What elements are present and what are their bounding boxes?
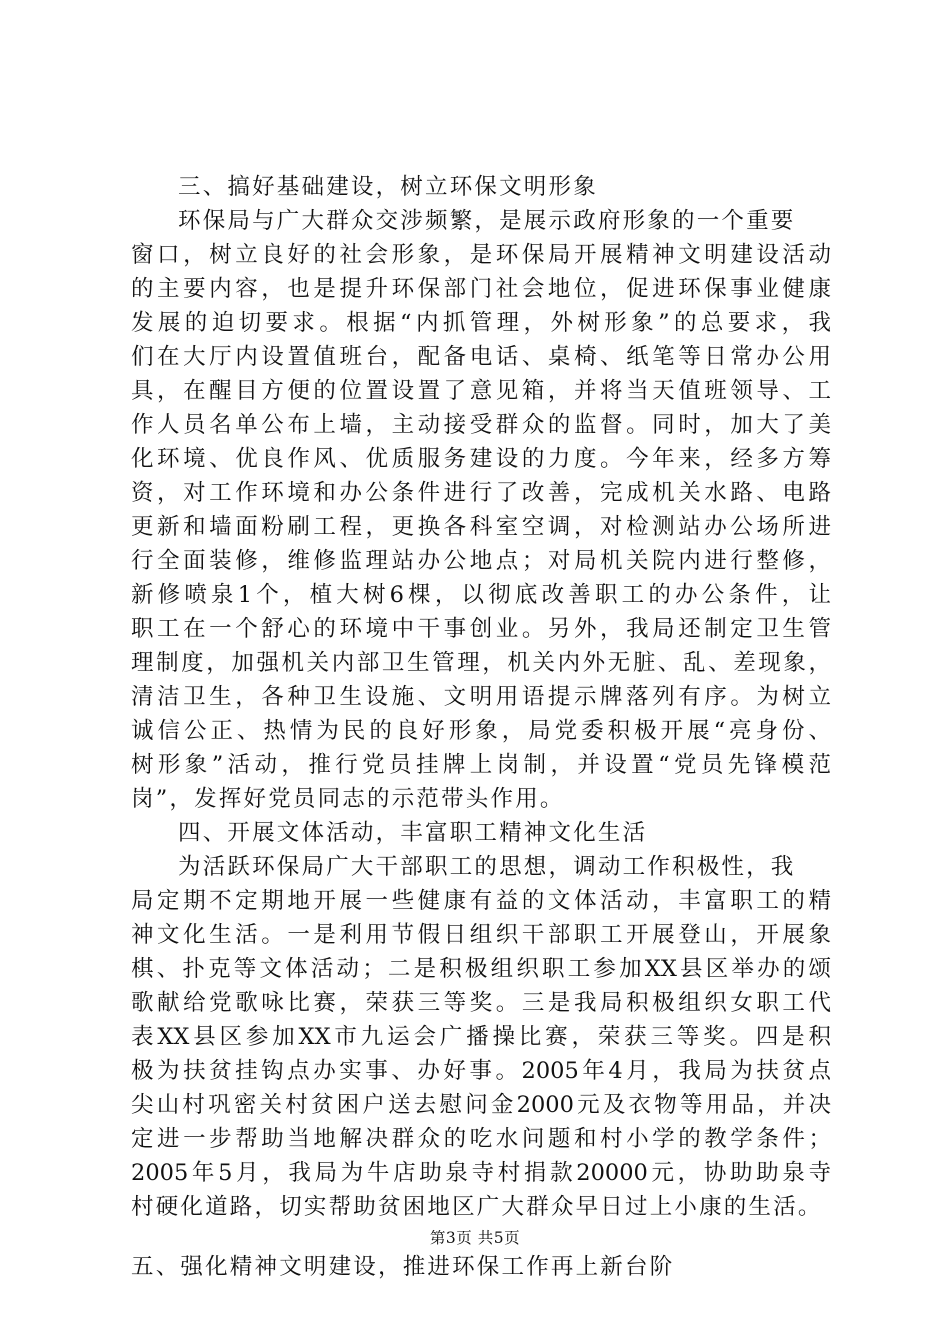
paragraph-line: 局定期不定期地开展一些健康有益的文体活动，丰富职工的精 [131,888,831,914]
paragraph-line: 发展的迫切要求。根据“内抓管理，外树形象”的总要求，我 [131,310,831,336]
paragraph-line: 环保局与广大群众交涉频繁，是展示政府形象的一个重要 [178,208,796,234]
document-body [131,170,831,1284]
paragraph-line: 极为扶贫挂钩点办实事、办好事。2005年4月，我局为扶贫点 [131,1058,831,1084]
paragraph-line: 理制度，加强机关内部卫生管理，机关内外无脏、乱、差现象， [131,650,831,676]
paragraph-line: 窗口，树立良好的社会形象，是环保局开展精神文明建设活动 [131,242,831,268]
paragraph-line: 们在大厅内设置值班台，配备电话、桌椅、纸笔等日常办公用 [131,344,831,370]
paragraph-line: 化环境、优良作风、优质服务建设的力度。今年来，经多方筹 [131,446,831,472]
section-heading-5: 五、强化精神文明建设，推进环保工作再上新台阶 [131,1254,675,1280]
paragraph-line: 资，对工作环境和办公条件进行了改善，完成机关水路、电路 [131,480,831,506]
paragraph-line: 具，在醒目方便的位置设置了意见箱，并将当天值班领导、工 [131,378,831,404]
paragraph-line: 为活跃环保局广大干部职工的思想，调动工作积极性，我 [178,854,796,880]
section-heading-4: 四、开展文体活动，丰富职工精神文化生活 [178,820,648,846]
paragraph-line: 表XX县区参加XX市九运会广播操比赛，荣获三等奖。四是积 [131,1024,831,1050]
paragraph-line: 神文化生活。一是利用节假日组织干部职工开展登山，开展象 [131,922,831,948]
paragraph-line: 棋、扑克等文体活动；二是积极组织职工参加XX县区举办的颂 [131,956,831,982]
paragraph-line: 定进一步帮助当地解决群众的吃水问题和村小学的教学条件； [131,1126,831,1152]
paragraph-line: 职工在一个舒心的环境中干事创业。另外，我局还制定卫生管 [131,616,831,642]
paragraph-line: 树形象”活动，推行党员挂牌上岗制，并设置“党员先锋模范 [131,752,831,778]
paragraph-line: 新修喷泉1个，植大树6棵，以彻底改善职工的办公条件，让 [131,582,831,608]
section-heading-3: 三、搞好基础建设，树立环保文明形象 [178,174,598,200]
paragraph-line: 行全面装修，维修监理站办公地点；对局机关院内进行整修， [131,548,831,574]
paragraph-line: 村硬化道路，切实帮助贫困地区广大群众早日过上小康的生活。 [131,1194,823,1220]
page-number-footer: 第3页 共5页 [429,1229,521,1247]
paragraph-line: 诚信公正、热情为民的良好形象，局党委积极开展“亮身份、 [131,718,831,744]
paragraph-line: 岗”，发挥好党员同志的示范带头作用。 [131,786,565,812]
paragraph-line: 尖山村巩密关村贫困户送去慰问金2000元及衣物等用品，并决 [131,1092,831,1118]
paragraph-line: 的主要内容，也是提升环保部门社会地位，促进环保事业健康 [131,276,831,302]
paragraph-line: 清洁卫生，各种卫生设施、文明用语提示牌落列有序。为树立 [131,684,831,710]
paragraph-line: 2005年5月，我局为牛店助泉寺村捐款20000元，协助助泉寺 [131,1160,831,1186]
paragraph-line: 更新和墙面粉刷工程，更换各科室空调，对检测站办公场所进 [131,514,831,540]
paragraph-line: 作人员名单公布上墙，主动接受群众的监督。同时，加大了美 [131,412,831,438]
paragraph-line: 歌献给党歌咏比赛，荣获三等奖。三是我局积极组织女职工代 [131,990,831,1016]
